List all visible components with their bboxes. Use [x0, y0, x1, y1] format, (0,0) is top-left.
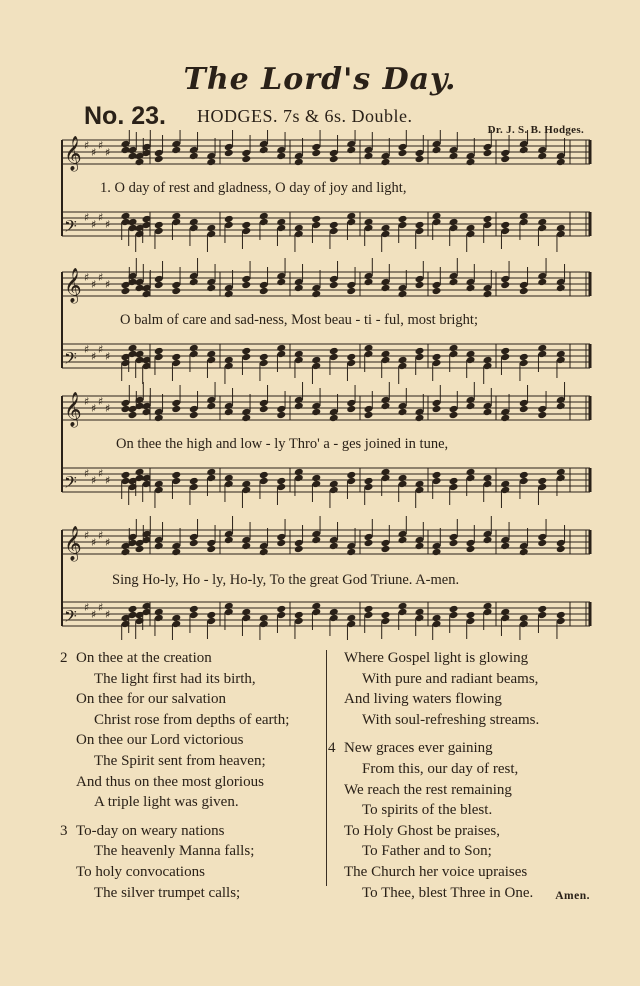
note-head [154, 542, 164, 551]
note-head [259, 405, 269, 414]
sharp-icon: ♯ [91, 608, 97, 621]
sharp-icon: ♯ [98, 467, 104, 480]
note-head [224, 536, 234, 545]
note-head [121, 287, 131, 296]
note-head [449, 278, 459, 287]
verse-text: We reach the rest remaining [344, 781, 512, 798]
note-head [128, 411, 138, 420]
sharp-icon: ♯ [84, 271, 90, 284]
sharp-icon: ♯ [105, 536, 111, 549]
verse-text: The Spirit sent from heaven; [94, 752, 266, 769]
note-head [519, 548, 529, 557]
note-head [537, 411, 547, 420]
verse-line [60, 862, 330, 883]
note-head [294, 402, 304, 411]
column-divider [326, 650, 327, 886]
note-head [483, 149, 493, 158]
verse-text: A triple light was given. [94, 794, 239, 811]
sharp-icon: ♯ [98, 271, 104, 284]
sharp-icon: ♯ [84, 395, 90, 408]
note-head [311, 149, 321, 158]
note-head [483, 408, 493, 417]
note-head [206, 158, 216, 167]
note-head [415, 155, 425, 164]
sharp-icon: ♯ [105, 278, 111, 291]
note-head [398, 290, 408, 299]
note-head [537, 278, 547, 287]
note-head [449, 539, 459, 548]
verse-text: On thee our Lord victorious [76, 732, 244, 749]
page-title: The Lord's Day. [183, 62, 457, 97]
verse-line [60, 792, 330, 813]
music-score [60, 130, 594, 640]
note-head [449, 152, 459, 161]
verse-line [328, 780, 608, 801]
verse-text: To spirits of the blest. [362, 802, 493, 819]
verse-line [328, 759, 608, 780]
note-head [276, 411, 286, 420]
sharp-icon: ♯ [84, 467, 90, 480]
verse-line [60, 883, 330, 904]
verse-line [60, 648, 330, 669]
verse-line [60, 730, 330, 751]
verse-line [60, 710, 330, 731]
verse-text: To-day on weary nations [76, 822, 225, 839]
verse-line [60, 751, 330, 772]
note-head [346, 548, 356, 557]
note-head [294, 158, 304, 167]
note-head [432, 287, 442, 296]
note-head [364, 539, 374, 548]
note-head [398, 536, 408, 545]
note-head [171, 548, 181, 557]
note-head [432, 146, 442, 155]
verses-block [0, 648, 640, 908]
sharp-icon: ♯ [84, 211, 90, 224]
note-head [466, 284, 476, 293]
note-head [135, 545, 145, 554]
verse-line [328, 710, 608, 731]
bass-clef-icon: 𝄢 [64, 606, 77, 630]
verse-line [60, 772, 330, 793]
verse-text: From this, our day of rest, [362, 760, 519, 777]
verse-line [60, 813, 330, 821]
sharp-icon: ♯ [91, 278, 97, 291]
note-head [206, 402, 216, 411]
verse-number: 4 [328, 740, 336, 757]
note-head [224, 290, 234, 299]
note-head [346, 287, 356, 296]
note-head [537, 152, 547, 161]
sharp-icon: ♯ [105, 402, 111, 415]
verse-text: Christ rose from depths of earth; [94, 711, 290, 728]
sharp-icon: ♯ [98, 139, 104, 152]
treble-clef-icon: 𝄞 [64, 268, 82, 303]
note-head [364, 411, 374, 420]
note-head [398, 408, 408, 417]
note-head [381, 402, 391, 411]
verse-text: The heavenly Manna falls; [94, 843, 255, 860]
verse-number: 2 [60, 650, 68, 666]
sharp-icon: ♯ [105, 218, 111, 231]
bass-clef-icon: 𝄢 [64, 348, 77, 372]
note-head [519, 287, 529, 296]
verse-text: On thee at the creation [76, 650, 212, 666]
sharp-icon: ♯ [84, 529, 90, 542]
note-head [449, 411, 459, 420]
sharp-icon: ♯ [91, 536, 97, 549]
note-head [241, 155, 251, 164]
verse-line [328, 821, 608, 842]
note-head [483, 536, 493, 545]
note-head [556, 158, 566, 167]
note-head [381, 284, 391, 293]
note-head [364, 278, 374, 287]
note-head [466, 402, 476, 411]
verse-line [60, 841, 330, 862]
note-head [171, 405, 181, 414]
sharp-icon: ♯ [98, 343, 104, 356]
note-head [241, 542, 251, 551]
sharp-icon: ♯ [105, 350, 111, 363]
verse-text: The light first had its birth, [94, 670, 256, 687]
treble-clef-icon: 𝄞 [64, 526, 82, 561]
note-head [206, 284, 216, 293]
sharp-icon: ♯ [98, 211, 104, 224]
note-head [259, 548, 269, 557]
note-head [189, 411, 199, 420]
verse-line [328, 669, 608, 690]
note-head [329, 542, 339, 551]
note-head [415, 542, 425, 551]
sharp-icon: ♯ [91, 218, 97, 231]
note-head [398, 149, 408, 158]
note-head [466, 158, 476, 167]
verse-line [328, 800, 608, 821]
bass-clef-icon: 𝄢 [64, 216, 77, 240]
note-head [121, 548, 131, 557]
note-head [519, 146, 529, 155]
note-head [556, 402, 566, 411]
verse-text: With pure and radiant beams, [362, 670, 539, 687]
note-head [415, 414, 425, 423]
note-head [556, 284, 566, 293]
note-head [171, 287, 181, 296]
verse-text: And thus on thee most glorious [76, 773, 264, 790]
note-head [466, 545, 476, 554]
note-head [483, 290, 493, 299]
note-head [154, 281, 164, 290]
lyric-line-4: Sing Ho-ly, Ho - ly, Ho-ly, To the great God Triune. A-men. [112, 572, 460, 588]
treble-clef-icon: 𝄞 [64, 136, 82, 171]
note-head [381, 158, 391, 167]
note-head [276, 539, 286, 548]
note-head [154, 414, 164, 423]
note-head [500, 414, 510, 423]
note-head [346, 405, 356, 414]
note-head [206, 545, 216, 554]
verse-text: To holy convocations [76, 863, 205, 880]
verse-text: To Thee, blest Three in One. [362, 884, 534, 901]
sharp-icon: ♯ [91, 350, 97, 363]
sharp-icon: ♯ [84, 343, 90, 356]
note-head [189, 278, 199, 287]
verse-line [328, 841, 608, 862]
note-head [224, 149, 234, 158]
note-head [500, 542, 510, 551]
verse-line [60, 821, 330, 842]
note-head [346, 146, 356, 155]
tune-name: HODGES. 7s & 6s. Double. [197, 106, 413, 126]
note-head [154, 155, 164, 164]
note-head [537, 539, 547, 548]
verses-left-column [60, 648, 330, 903]
note-head [259, 287, 269, 296]
sharp-icon: ♯ [105, 146, 111, 159]
note-head [171, 146, 181, 155]
note-head [519, 405, 529, 414]
verse-text: And living waters flowing [344, 691, 502, 708]
verse-line [60, 669, 330, 690]
lyric-line-3: On thee the high and low - ly Thro' a - ges joined in tune, [116, 436, 449, 452]
verse-line [328, 862, 608, 883]
note-head [329, 155, 339, 164]
note-head [189, 152, 199, 161]
note-head [311, 408, 321, 417]
verse-line [60, 689, 330, 710]
verse-number: 3 [60, 822, 68, 839]
verse-line [328, 730, 608, 738]
sharp-icon: ♯ [105, 608, 111, 621]
note-head [311, 290, 321, 299]
note-head [381, 545, 391, 554]
composer-credit: Dr. J. S. B. Hodges. [487, 124, 584, 136]
verse-text: Where Gospel light is glowing [344, 650, 529, 666]
note-head [432, 548, 442, 557]
note-head [364, 152, 374, 161]
verse-text: The silver trumpet calls; [94, 884, 241, 901]
verse-line [328, 648, 608, 669]
bass-clef-icon: 𝄢 [64, 472, 77, 496]
verse-text: To Holy Ghost be praises, [344, 822, 501, 839]
verse-text: With soul-refreshing streams. [362, 711, 540, 728]
verse-text: New graces ever gaining [344, 740, 493, 757]
note-head [311, 536, 321, 545]
treble-clef-icon: 𝄞 [64, 392, 82, 427]
note-head [500, 155, 510, 164]
amen-ending: Amen. [555, 890, 590, 902]
note-head [294, 545, 304, 554]
sharp-icon: ♯ [98, 601, 104, 614]
sharp-icon: ♯ [105, 474, 111, 487]
hymn-number: No. 23. [84, 102, 166, 130]
sharp-icon: ♯ [84, 601, 90, 614]
sharp-icon: ♯ [91, 474, 97, 487]
lyric-line-2: O balm of care and sad-ness, Most beau - ti - ful, most bright; [120, 312, 478, 328]
note-head [276, 152, 286, 161]
verse-line [328, 738, 608, 759]
verse-text: On thee for our salvation [76, 691, 226, 708]
note-head [241, 414, 251, 423]
note-head [241, 281, 251, 290]
sharp-icon: ♯ [91, 146, 97, 159]
sharp-icon: ♯ [91, 402, 97, 415]
note-head [189, 539, 199, 548]
sharp-icon: ♯ [98, 529, 104, 542]
note-head [294, 284, 304, 293]
note-head [135, 158, 145, 167]
lyric-line-1: 1. O day of rest and gladness, O day of joy and light, [100, 180, 407, 196]
note-head [329, 281, 339, 290]
note-head [500, 281, 510, 290]
verse-text: To Father and to Son; [362, 843, 492, 860]
note-head [432, 405, 442, 414]
verse-text: The Church her voice upraises [344, 863, 528, 880]
note-head [415, 281, 425, 290]
note-head [556, 545, 566, 554]
verses-right-column [328, 648, 608, 903]
note-head [259, 146, 269, 155]
sharp-icon: ♯ [84, 139, 90, 152]
note-head [224, 408, 234, 417]
note-head [329, 414, 339, 423]
verse-line [328, 689, 608, 710]
sharp-icon: ♯ [98, 395, 104, 408]
note-head [276, 278, 286, 287]
